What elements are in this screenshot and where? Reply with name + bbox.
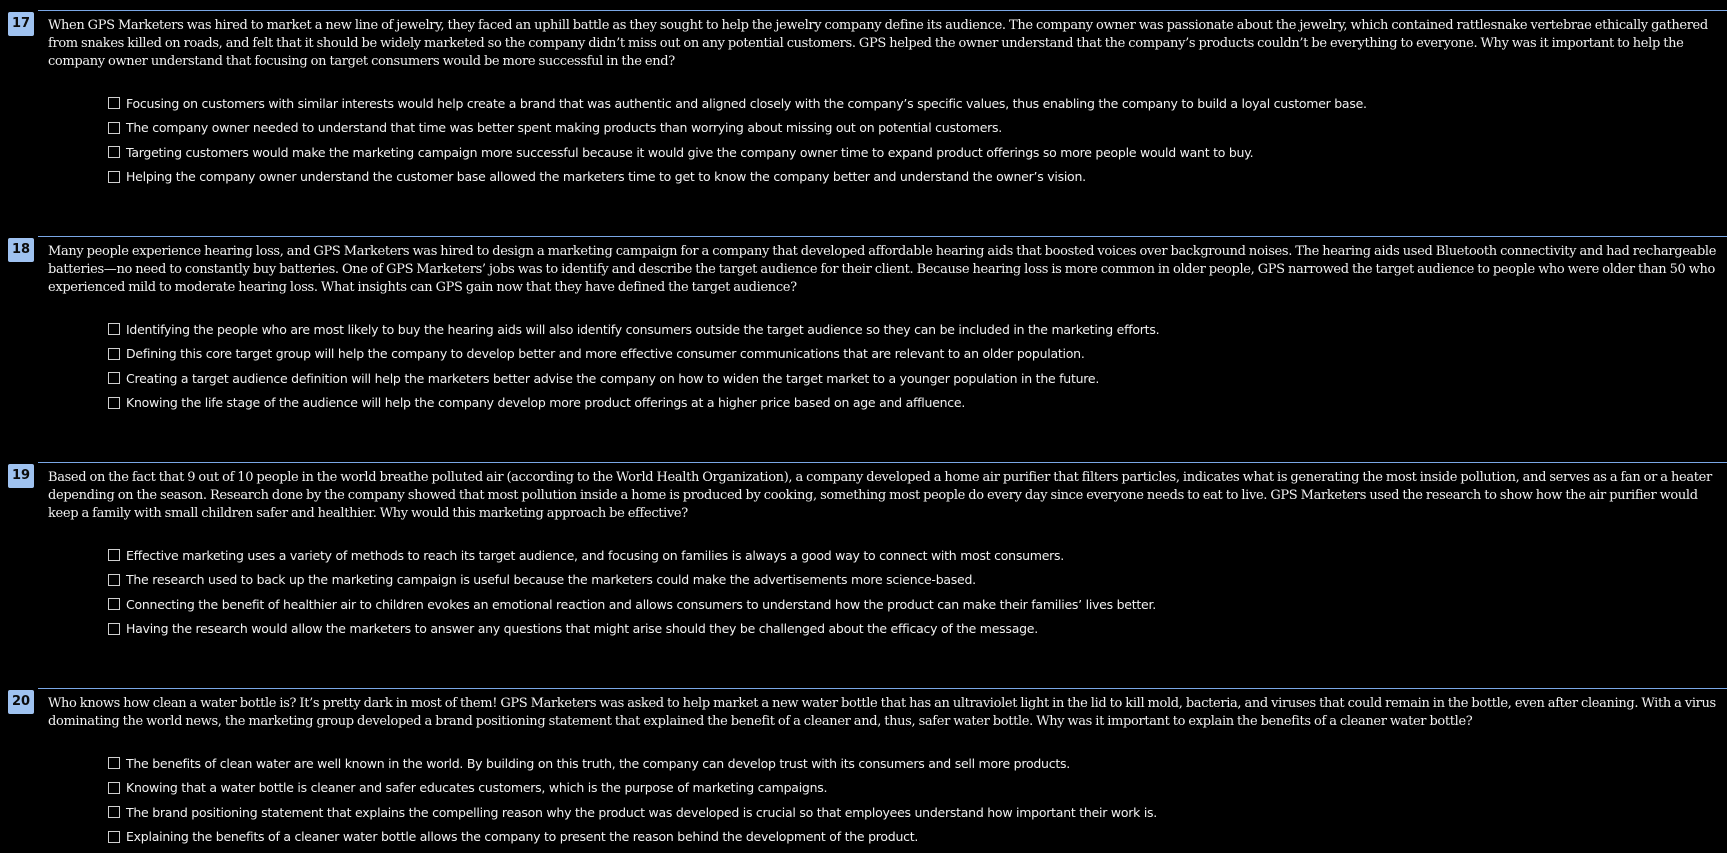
option-label: Helping the company owner understand the customer base allowed the marketers time to get to know the company better and understand the owner’s vision.: [126, 169, 1086, 185]
answer-option[interactable]: [108, 366, 1717, 391]
checkbox[interactable]: [108, 372, 120, 384]
answer-option[interactable]: [108, 825, 1717, 850]
checkbox[interactable]: [108, 348, 120, 360]
answer-options: [108, 91, 1717, 189]
checkbox[interactable]: [108, 623, 120, 635]
answer-option[interactable]: [108, 116, 1717, 141]
checkbox[interactable]: [108, 146, 120, 158]
answer-option[interactable]: [108, 91, 1717, 116]
option-label: Knowing the life stage of the audience will help the company develop more product offerings at a higher price based on age and affluence.: [126, 395, 966, 411]
option-label: Knowing that a water bottle is cleaner and safer educates customers, which is the purpose of marketing campaigns.: [126, 780, 828, 796]
question-divider: [38, 236, 1727, 237]
option-label: The brand positioning statement that explains the compelling reason why the product was developed is crucial so that employees understand how important their work is.: [126, 804, 1158, 820]
checkbox[interactable]: [108, 574, 120, 586]
checkbox[interactable]: [108, 782, 120, 794]
question-text: When GPS Marketers was hired to market a new line of jewelry, they faced an uphill battle as they sought to help the jewelry company define its audience. The company owner was passionate about the jewelry, which contained rattlesnake vertebrae ethically gathered from snakes killed on roads, and felt that it should be widely marketed so the company didn’t miss out on any potential customers. GPS helped the owner understand that the company’s products couldn’t be everything to everyone. Why was it important to help the company owner understand that focusing on target consumers would be more successful in the end?: [48, 18, 1708, 69]
answer-option[interactable]: [108, 751, 1717, 776]
option-label: Creating a target audience definition will help the marketers better advise the company on how to widen the target market to a younger population in the future.: [126, 370, 1100, 386]
answer-option[interactable]: [108, 592, 1717, 617]
answer-options: [108, 751, 1717, 849]
question-number-badge: 19: [8, 464, 34, 488]
option-label: Explaining the benefits of a cleaner water bottle allows the company to present the reason behind the development of the product.: [126, 829, 919, 845]
answer-options: [108, 543, 1717, 641]
checkbox[interactable]: [108, 397, 120, 409]
question-text: Many people experience hearing loss, and GPS Marketers was hired to design a marketing campaign for a company that developed affordable hearing aids that boosted voices over background noises. The hearing aids used Bluetooth connectivity and had rechargeable batteries—no need to constantly buy batteries. One of GPS Marketers’ jobs was to identify and describe the target audience for their client. Because hearing loss is more common in older people, GPS narrowed the target audience to people who were older than 50 who experienced mild to moderate hearing loss. What insights can GPS gain now that they have defined the target audience?: [48, 244, 1717, 295]
question-number-badge: 17: [8, 12, 34, 36]
answer-option[interactable]: [108, 617, 1717, 642]
answer-option[interactable]: [108, 543, 1717, 568]
checkbox[interactable]: [108, 598, 120, 610]
option-label: Identifying the people who are most likely to buy the hearing aids will also identify consumers outside the target audience so they can be included in the marketing efforts.: [126, 321, 1160, 337]
checkbox[interactable]: [108, 171, 120, 183]
answer-option[interactable]: [108, 568, 1717, 593]
checkbox[interactable]: [108, 831, 120, 843]
option-label: The company owner needed to understand that time was better spent making products than worrying about missing out on potential customers.: [126, 120, 1003, 136]
option-label: The benefits of clean water are well known in the world. By building on this truth, the company can develop trust with its consumers and sell more products.: [126, 755, 1070, 771]
option-label: Effective marketing uses a variety of methods to reach its target audience, and focusing on families is always a good way to connect with most consumers.: [126, 547, 1065, 563]
question-number-badge: 20: [8, 690, 34, 714]
option-label: Defining this core target group will help the company to develop better and more effective consumer communications that are relevant to an older population.: [126, 346, 1085, 362]
answer-option[interactable]: [108, 342, 1717, 367]
checkbox[interactable]: [108, 757, 120, 769]
checkbox[interactable]: [108, 549, 120, 561]
option-label: Targeting customers would make the marketing campaign more successful because it would give the company owner time to expand product offerings so more people would want to buy.: [126, 144, 1254, 160]
answer-option[interactable]: [108, 165, 1717, 190]
question-text: Who knows how clean a water bottle is? It’s pretty dark in most of them! GPS Marketers was asked to help market a new water bottle that has an ultraviolet light in the lid to kill mold, bacteria, and viruses that could remain in the bottle, even after cleaning. With a virus dominating the world news, the marketing group developed a brand positioning statement that explained the benefit of a cleaner and, thus, safer water bottle. Why was it important to explain the benefits of a cleaner water bottle?: [48, 696, 1716, 729]
question-text: Based on the fact that 9 out of 10 people in the world breathe polluted air (according to the World Health Organization), a company developed a home air purifier that filters particles, indicates what is generating the most inside pollution, and serves as a fan or a heater depending on the season. Research done by the company showed that most pollution inside a home is produced by cooking, something most people do every day since everyone needs to eat to live. GPS Marketers used the research to show how the air purifier would keep a family with small children safer and healthier. Why would this marketing approach be effective?: [48, 470, 1712, 521]
answer-options: [108, 317, 1717, 415]
answer-option[interactable]: [108, 800, 1717, 825]
question-divider: [38, 10, 1727, 11]
option-label: Focusing on customers with similar interests would help create a brand that was authentic and aligned closely with the company’s specific values, thus enabling the company to build a loyal customer base.: [126, 95, 1367, 111]
answer-option[interactable]: [108, 776, 1717, 801]
question-divider: [38, 462, 1727, 463]
checkbox[interactable]: [108, 97, 120, 109]
question-number-badge: 18: [8, 238, 34, 262]
question-divider: [38, 688, 1727, 689]
checkbox[interactable]: [108, 806, 120, 818]
option-label: Having the research would allow the marketers to answer any questions that might arise should they be challenged about the efficacy of the message.: [126, 621, 1038, 637]
answer-option[interactable]: [108, 391, 1717, 416]
option-label: Connecting the benefit of healthier air to children evokes an emotional reaction and allows consumers to understand how the product can make their families’ lives better.: [126, 596, 1156, 612]
option-label: The research used to back up the marketing campaign is useful because the marketers could make the advertisements more science-based.: [126, 572, 976, 588]
answer-option[interactable]: [108, 140, 1717, 165]
checkbox[interactable]: [108, 323, 120, 335]
answer-option[interactable]: [108, 317, 1717, 342]
checkbox[interactable]: [108, 122, 120, 134]
